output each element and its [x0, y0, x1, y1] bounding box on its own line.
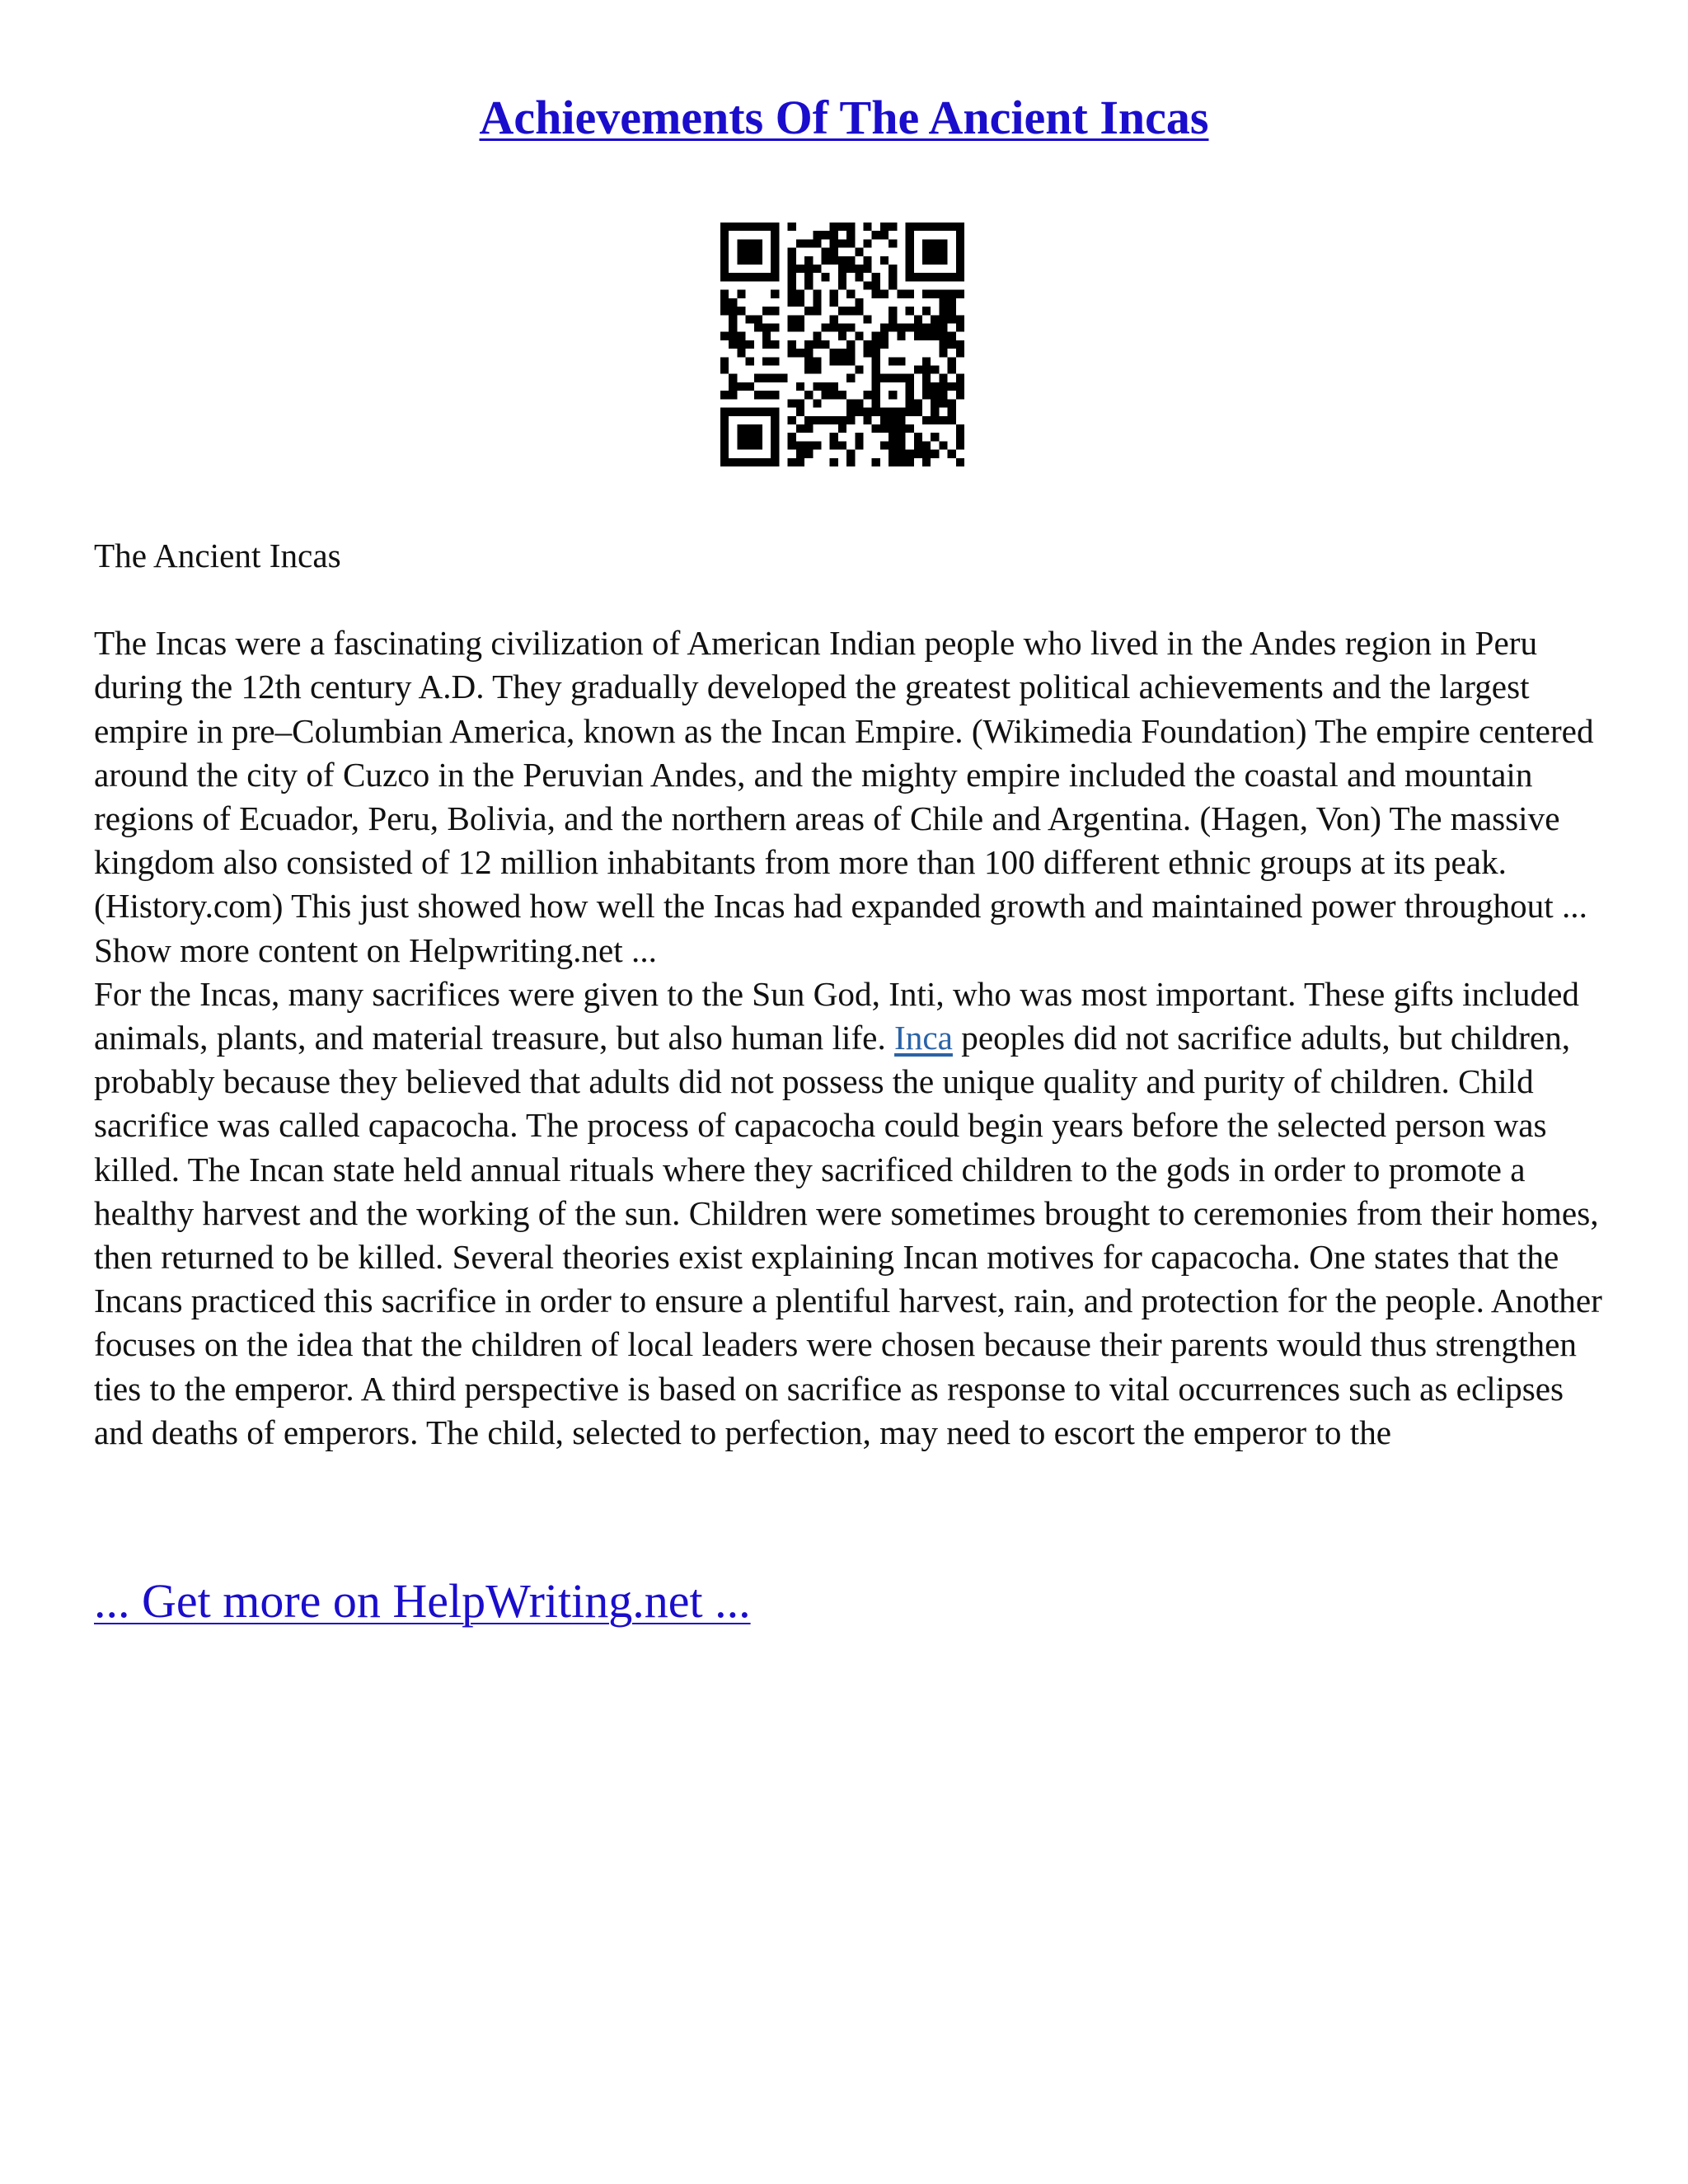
qr-code-icon [720, 223, 964, 466]
section-subtitle: The Ancient Incas [94, 537, 341, 574]
qr-code-graphic [720, 223, 964, 466]
paragraph-intro: The Incas were a fascinating civilization of American Indian people who lived in the Andes region in Peru during the 12th century A.D. They gradually developed the greatest political achievements and the largest empire in pre–Columbian America, known as the Incan Empire. (Wikimedia Foundation) The empire centered around the city of Cuzco in the Peruvian Andes, and the mighty empire included the coastal and mountain regions of Ecuador, Peru, Bolivia, and the northern areas of Chile and Argentina. (Hagen, Von) The massive kingdom also consisted of 12 million inhabitants from more than 100 different ethnic groups at its peak. (History.com) This just showed how well the Incas had expanded growth and maintained power throughout ... Show more content on Helpwriting.net ... [94, 624, 1594, 969]
paragraph-sacrifice [94, 972, 1602, 1455]
document-title [0, 89, 1688, 147]
document-body [94, 534, 1602, 1455]
get-more-link[interactable]: ... Get more on HelpWriting.net ... [94, 1574, 751, 1628]
paragraph-sacrifice-text-end: peoples did not sacrifice adults, but children, probably because they believed that adults did not possess the unique quality and purity of children. Child sacrifice was called capacocha. The process of capacocha could begin years before the selected person was killed. The Incan state held annual rituals where they sacrificed children to the gods in order to promote a healthy harvest and the working of the sun. Children were sometimes brought to ceremonies from their homes, then returned to be killed. Several theories exist explaining Incan motives for capacocha. One states that the Incans practiced this sacrifice in order to ensure a plentiful harvest, rain, and protection for the people. Another focuses on the idea that the children of local leaders were chosen because their parents would thus strengthen ties to the emperor. A third perspective is based on sacrifice as response to vital occurrences such as eclipses and deaths of emperors. The child, selected to perfection, may need to escort the emperor to the [94, 1019, 1602, 1451]
inca-link[interactable]: Inca [894, 1019, 953, 1057]
paragraph-sacrifice-text-start: For the Incas, many sacrifices were given to the Sun God, Inti, who was most important. These gifts included animals, plants, and material treasure, but also human life. [94, 974, 1579, 1057]
title-link[interactable]: Achievements Of The Ancient Incas [479, 91, 1209, 144]
